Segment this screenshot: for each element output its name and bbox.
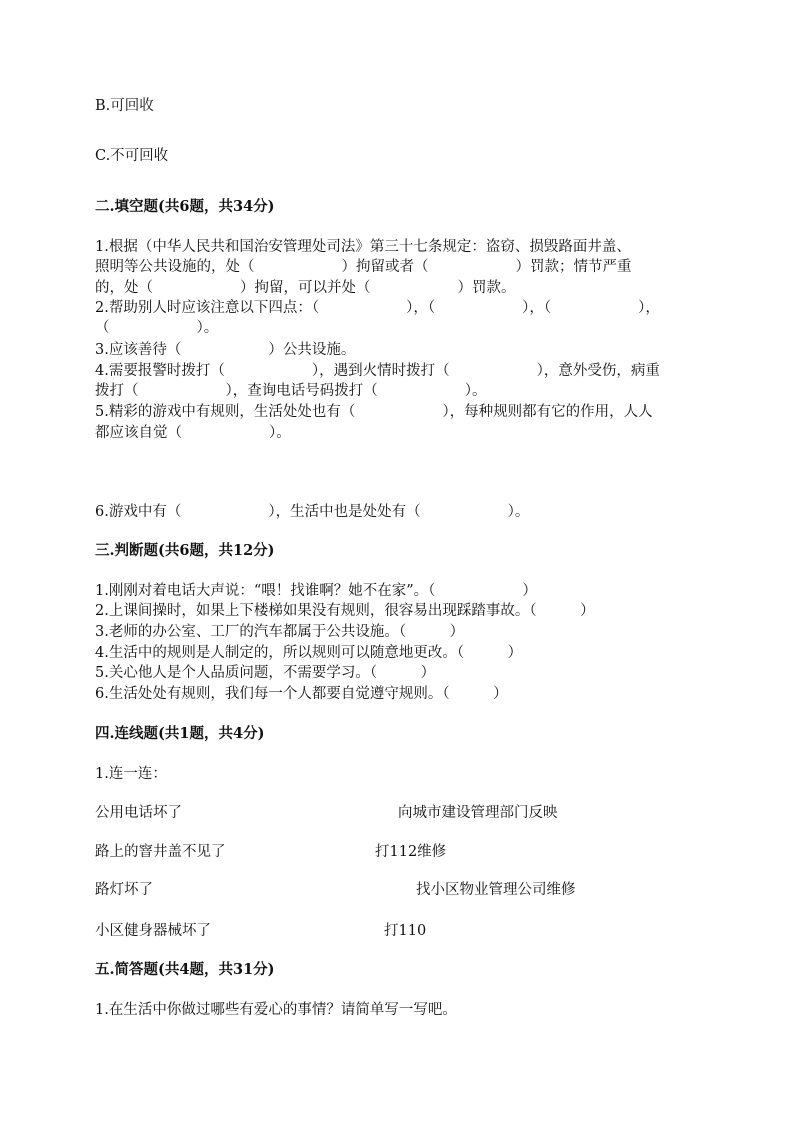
- option-c: C.不可回收: [95, 148, 169, 164]
- matching-left-3[interactable]: 路灯坏了: [95, 882, 153, 898]
- short-answer-q1: 1.在生活中你做过哪些有爱心的事情？请简单写一写吧。: [95, 1002, 457, 1018]
- fill-q2-line1: 2.帮助别人时应该注意以下四点：（ ），（ ），（ ），: [95, 300, 660, 316]
- judge-item-4: 4.生活中的规则是人制定的，所以规则可以随意地更改。（ ）: [95, 645, 523, 661]
- fill-q6: 6.游戏中有（ ），生活中也是处处有（ ）。: [95, 504, 530, 520]
- matching-right-2[interactable]: 打112维修: [375, 844, 447, 860]
- judge-item-6: 6.生活处处有规则，我们每一个人都要自觉遵守规则。（ ）: [95, 686, 508, 702]
- matching-left-4[interactable]: 小区健身器械坏了: [95, 923, 211, 939]
- fill-q5-line1: 5.精彩的游戏中有规则，生活处处也有（ ），每种规则都有它的作用，人人: [95, 404, 653, 420]
- judge-item-2: 2.上课间操时，如果上下楼梯如果没有规则，很容易出现踩踏事故。（ ）: [95, 603, 595, 619]
- matching-prompt: 1.连一连：: [95, 766, 167, 782]
- fill-q1-line3: 的，处（ ）拘留，可以并处（ ）罚款。: [95, 280, 516, 296]
- option-b: B.可回收: [95, 98, 154, 114]
- matching-right-4[interactable]: 打110: [384, 923, 427, 939]
- judge-item-3: 3.老师的办公室、工厂的汽车都属于公共设施。（ ）: [95, 624, 465, 640]
- section-heading-true-false: 三.判断题(共6题，共12分): [95, 542, 275, 559]
- fill-q3: 3.应该善待（ ）公共设施。: [95, 342, 356, 358]
- judge-item-1: 1.刚刚对着电话大声说：“喂！找谁啊？她不在家”。（ ）: [95, 583, 537, 599]
- section-heading-short-answer: 五.简答题(共4题，共31分): [95, 961, 275, 978]
- matching-left-1[interactable]: 公用电话坏了: [95, 805, 182, 821]
- matching-right-3[interactable]: 找小区物业管理公司维修: [416, 882, 576, 898]
- judge-item-5: 5.关心他人是个人品质问题，不需要学习。（ ）: [95, 665, 436, 681]
- matching-left-2[interactable]: 路上的窨井盖不见了: [95, 844, 226, 860]
- fill-q1-line2: 照明等公共设施的，处（ ）拘留或者（ ）罚款；情节严重: [95, 259, 632, 275]
- fill-q4-line1: 4.需要报警时拨打（ ），遇到火情时拨打（ ），意外受伤，病重: [95, 363, 660, 379]
- fill-q2-line2: （ ）。: [95, 320, 219, 336]
- matching-right-1[interactable]: 向城市建设管理部门反映: [398, 805, 558, 821]
- fill-q5-line2: 都应该自觉（ ）。: [95, 425, 291, 441]
- section-heading-fill-blank: 二.填空题(共6题，共34分): [95, 198, 275, 215]
- section-heading-matching: 四.连线题(共1题，共4分): [95, 725, 265, 742]
- fill-q4-line2: 拨打（ ），查询电话号码拨打（ ）。: [95, 383, 487, 399]
- fill-q1-line1: 1.根据（中华人民共和国治安管理处司法》第三十七条规定：盗窃、损毁路面井盖、: [95, 239, 631, 255]
